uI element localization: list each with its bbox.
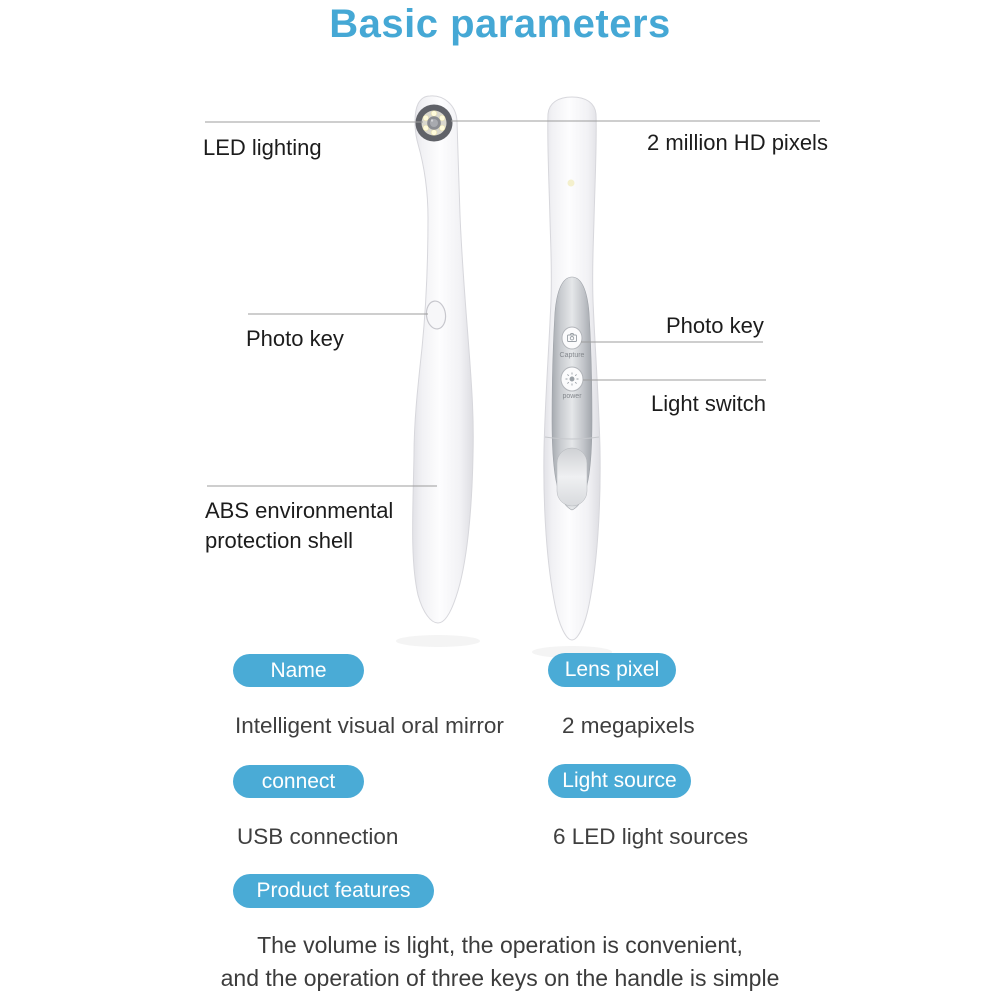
value-light-source: 6 LED light sources [553,824,749,849]
value-name: Intelligent visual oral mirror [235,713,504,738]
capture-button [562,327,582,349]
product-features-line2: and the operation of three keys on the handle is simple [220,965,780,991]
panel-groove [557,448,587,506]
power-button [561,367,583,391]
page-title: Basic parameters [329,2,671,46]
value-connect: USB connection [237,824,399,849]
callout-hd-pixels: 2 million HD pixels [647,130,828,155]
callout-light-switch: Light switch [651,391,766,416]
power-button-label: power [562,393,582,400]
camera-head-led-ring [416,105,453,142]
pill-light-source: Light source [548,764,691,798]
capture-button-label: Capture [559,352,585,359]
callout-abs-shell-line1: ABS environmental [205,498,394,523]
left-pen-shadow [396,635,480,647]
callout-abs-shell-line2: protection shell [205,528,353,553]
light-icon [566,373,579,386]
callout-led-lighting: LED lighting [203,135,322,160]
callout-abs-shell [205,496,393,556]
pen-side-view [413,96,474,623]
indicator-led [568,180,575,187]
pill-connect: connect [233,765,364,798]
callout-lines [205,121,820,486]
pill-name: Name [233,654,364,687]
value-lens-pixel: 2 megapixels [562,713,695,738]
pill-lens-pixel: Lens pixel [548,653,676,687]
pill-product-features: Product features [233,874,434,908]
callout-photo-key-left: Photo key [246,326,344,351]
callout-photo-key-right: Photo key [666,313,764,338]
product-features-line1: The volume is light, the operation is convenient, [257,932,743,958]
product-features-text [0,929,1000,995]
pen-front-view [544,97,600,640]
